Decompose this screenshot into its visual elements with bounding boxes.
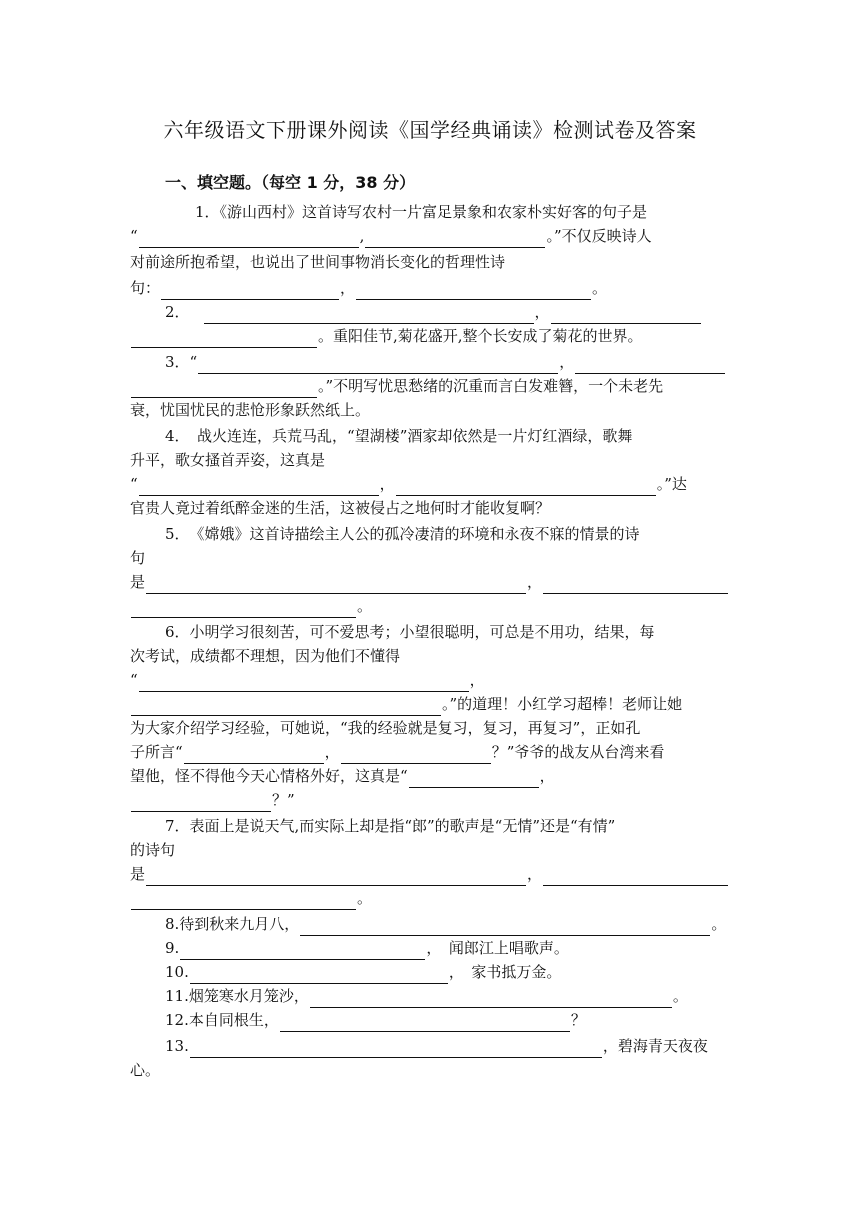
q4-line-3: “ ， 。”达 <box>130 472 730 496</box>
section-heading: 一、填空题。（每空 1 分，38 分） <box>165 173 416 192</box>
q7-line-2: 的诗句 <box>130 841 176 859</box>
answer-blank[interactable] <box>356 283 591 300</box>
q4-line-4: 官贵人竟过着纸醉金迷的生活，这被侵占之地何时才能收复啊？ <box>130 499 551 517</box>
answer-blank[interactable] <box>131 331 317 348</box>
q12-line: 12.本自同根生， ？ <box>165 1008 735 1032</box>
answer-blank[interactable] <box>131 381 317 398</box>
answer-blank[interactable] <box>139 231 359 248</box>
q7-line-3: 是 ， <box>130 862 730 886</box>
answer-blank[interactable] <box>190 1041 602 1058</box>
page-title: 六年级语文下册课外阅读《国学经典诵读》检测试卷及答案 <box>163 118 697 142</box>
answer-blank[interactable] <box>396 479 656 496</box>
answer-blank[interactable] <box>409 771 539 788</box>
q1-line-4: 句： ， 。 <box>130 276 730 300</box>
q11-line: 11.烟笼寒水月笼沙， 。 <box>165 984 735 1008</box>
q6-line-3: “ ， <box>130 668 730 692</box>
answer-blank[interactable] <box>139 675 469 692</box>
q8-line: 8.待到秋来九月八， 。 <box>165 912 745 936</box>
answer-blank[interactable] <box>190 967 448 984</box>
q1-line-1: 1．《游山西村》这首诗写农村一片富足景象和农家朴实好客的句子是 <box>195 203 648 221</box>
answer-blank[interactable] <box>543 869 728 886</box>
answer-blank[interactable] <box>341 747 491 764</box>
answer-blank[interactable] <box>551 307 701 324</box>
answer-blank[interactable] <box>139 479 379 496</box>
answer-blank[interactable] <box>131 795 271 812</box>
q6-line-4: 。”的道理！小红学习超棒！老师让她 <box>130 692 730 716</box>
q6-line-2: 次考试，成绩都不理想，因为他们不懂得 <box>130 647 401 665</box>
q13-line-1: 13. ，碧海青天夜夜 <box>165 1034 735 1058</box>
answer-blank[interactable] <box>310 991 672 1008</box>
q6-line-6: 子所言“ ， ？”爷爷的战友从台湾来看 <box>130 740 730 764</box>
q6-line-5: 为大家介绍学习经验，可她说，“我的经验就是复习，复习，再复习”，正如孔 <box>130 719 641 737</box>
q2-line-2: 。重阳佳节,菊花盛开,整个长安成了菊花的世界。 <box>130 324 730 348</box>
q6-line-1: 6．小明学习很刻苦，可不爱思考；小望很聪明，可总是不用功，结果，每 <box>165 623 655 641</box>
q5-line-1: 5． 《嫦娥》这首诗描绘主人公的孤冷凄清的环境和永夜不寐的情景的诗 <box>165 525 640 543</box>
answer-blank[interactable] <box>300 919 710 936</box>
q3-line-3: 衰，忧国忧民的悲怆形象跃然纸上。 <box>130 401 371 419</box>
answer-blank[interactable] <box>146 869 526 886</box>
q2-line-1: 2． ， <box>165 300 735 324</box>
q1-line-3: 对前途所抱希望，也说出了世间事物消长变化的哲理性诗 <box>130 253 506 271</box>
q3-line-2: 。”不明写忧思愁绪的沉重而言白发难簪，一个未老先 <box>130 374 730 398</box>
q7-line-1: 7．表面上是说天气,而实际上却是指“郎”的歌声是“无情”还是“有情” <box>165 817 616 835</box>
q10-line: 10. ， 家书抵万金。 <box>165 960 735 984</box>
answer-blank[interactable] <box>204 307 534 324</box>
answer-blank[interactable] <box>131 699 441 716</box>
q5-line-3: 是 ， <box>130 570 730 594</box>
answer-blank[interactable] <box>180 943 425 960</box>
q6-line-7: 望他，怪不得他今天心情格外好，这真是“ ， <box>130 764 730 788</box>
q5-line-4: 。 <box>130 594 730 618</box>
q6-line-8: ？” <box>130 788 730 812</box>
answer-blank[interactable] <box>280 1015 570 1032</box>
answer-blank[interactable] <box>184 747 324 764</box>
q9-line: 9. ， 闻郎江上唱歌声。 <box>165 936 735 960</box>
q7-line-4: 。 <box>130 886 730 910</box>
q3-line-1: 3．“ ， <box>165 350 735 374</box>
q4-line-2: 升平，歌女搔首弄姿，这真是 <box>130 451 326 469</box>
answer-blank[interactable] <box>161 283 339 300</box>
q5-line-2: 句 <box>130 549 146 567</box>
q4-line-1: 4． 战火连连，兵荒马乱，“望湖楼”酒家却依然是一片灯红酒绿，歌舞 <box>165 427 633 445</box>
q13-line-2: 心。 <box>130 1061 161 1079</box>
answer-blank[interactable] <box>131 601 356 618</box>
answer-blank[interactable] <box>365 231 545 248</box>
answer-blank[interactable] <box>146 577 526 594</box>
answer-blank[interactable] <box>543 577 728 594</box>
q1-line-2: “ , 。”不仅反映诗人 <box>130 224 730 248</box>
answer-blank[interactable] <box>575 357 725 374</box>
answer-blank[interactable] <box>131 893 356 910</box>
answer-blank[interactable] <box>198 357 558 374</box>
